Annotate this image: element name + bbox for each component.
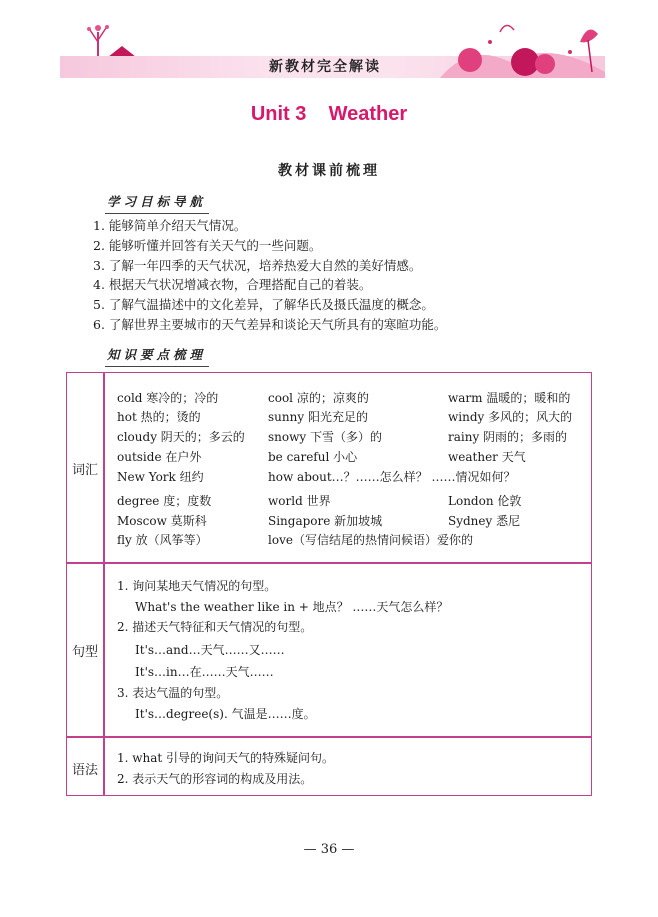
unit-title: Unit 3 Weather bbox=[250, 103, 408, 125]
vocab-item: Moscow 莫斯科 bbox=[117, 514, 207, 528]
vocab-item: warm 温暖的；暖和的 bbox=[448, 391, 571, 405]
vocab-item: fly 放（风筝等） bbox=[117, 533, 208, 547]
list-item: 6. 了解世界主要城市的天气差异和谈论天气所具有的寒暄功能。 bbox=[93, 316, 447, 332]
knowledge-table bbox=[66, 372, 592, 796]
sentence-line: 1. 询问某地天气情况的句型。 bbox=[117, 579, 277, 593]
sentence-line: It's…degree(s). 气温是……度。 bbox=[135, 707, 316, 721]
section-title: 教材课前梳理 bbox=[278, 163, 380, 179]
page-header bbox=[60, 12, 605, 80]
vocab-label: 词汇 bbox=[71, 463, 98, 478]
list-item: 5. 了解气温描述中的文化差异，了解华氏及摄氏温度的概念。 bbox=[93, 297, 434, 313]
list-item: 2. 能够听懂并回答有关天气的一些问题。 bbox=[93, 237, 322, 253]
list-item: 4. 根据天气状况增减衣物，合理搭配自己的着装。 bbox=[93, 277, 372, 293]
grammar-line: 1. what 引导的询问天气的特殊疑问句。 bbox=[117, 751, 335, 765]
vocab-item: world 世界 bbox=[268, 494, 331, 508]
vocab-item: Sydney 悉尼 bbox=[448, 514, 521, 528]
vocab-item: London 伦敦 bbox=[448, 494, 522, 508]
vocab-item: cloudy 阴天的；多云的 bbox=[117, 430, 245, 444]
list-item: 1. 能够简单介绍天气情况。 bbox=[93, 218, 247, 233]
vocab-item: cool 凉的；凉爽的 bbox=[268, 391, 369, 405]
grammar-label: 语法 bbox=[71, 763, 98, 778]
vocab-item: be careful 小心 bbox=[268, 450, 358, 464]
sentence-label: 句型 bbox=[71, 645, 98, 660]
knowledge-heading-text: 知识要点梳理 bbox=[107, 347, 207, 362]
vocab-item: New York 纽约 bbox=[117, 470, 204, 484]
vocab-item: how about…？……怎么样？ ……情况如何？ bbox=[268, 470, 516, 484]
sentence-line: It's…in…在……天气…… bbox=[135, 665, 274, 679]
vocab-item: snowy 下雪（多）的 bbox=[268, 430, 382, 444]
sentence-line: 3. 表达气温的句型。 bbox=[117, 686, 229, 700]
vocab-item: weather 天气 bbox=[448, 450, 526, 464]
sentence-line: What's the weather like in + 地点？ ……天气怎么样？ bbox=[135, 600, 449, 614]
list-item: 3. 了解一年四季的天气状况，培养热爱大自然的美好情感。 bbox=[93, 257, 422, 273]
sentence-line: It's…and…天气……又…… bbox=[135, 643, 285, 657]
flower-decoration-icon bbox=[430, 12, 605, 80]
vocab-item: windy 多风的；风大的 bbox=[448, 410, 573, 424]
goals-heading-text: 学习目标导航 bbox=[107, 194, 207, 209]
goals-list bbox=[93, 216, 446, 335]
vocab-item: rainy 阴雨的；多雨的 bbox=[448, 430, 568, 444]
vocab-item: love（写信结尾的热情问候语）爱你的 bbox=[268, 533, 473, 547]
vocab-item: hot 热的；烫的 bbox=[117, 410, 201, 424]
vocab-item: Singapore 新加坡城 bbox=[268, 514, 383, 528]
vocab-item: outside 在户外 bbox=[117, 450, 202, 464]
vocab-item: cold 寒冷的；冷的 bbox=[117, 391, 219, 405]
grammar-line: 2. 表示天气的形容词的构成及用法。 bbox=[117, 772, 313, 786]
sentence-line: 2. 描述天气特征和天气情况的句型。 bbox=[117, 620, 313, 634]
goals-heading bbox=[107, 192, 206, 210]
book-series-title: 新教材完全解读 bbox=[269, 59, 381, 75]
vocab-item: degree 度；度数 bbox=[117, 494, 212, 508]
vocab-item: sunny 阳光充足的 bbox=[268, 410, 368, 424]
knowledge-heading bbox=[107, 345, 206, 363]
page-number: — 36 — bbox=[303, 842, 355, 857]
